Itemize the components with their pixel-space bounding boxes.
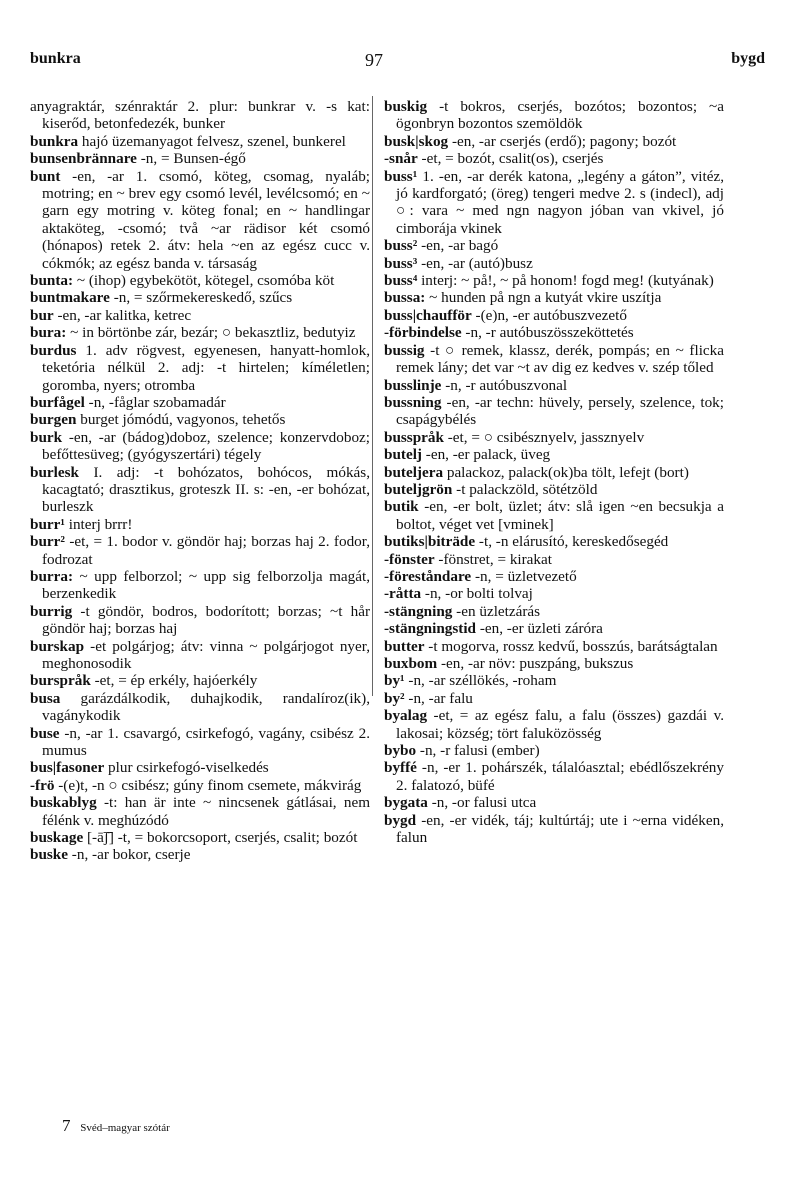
dictionary-entry — [384, 98, 724, 133]
dictionary-entry — [384, 672, 724, 689]
entry-definition: interj brrr! — [68, 515, 133, 533]
entry-headword: burspråk — [30, 672, 91, 690]
entry-definition: -n, = Bunsen-égő — [140, 150, 246, 168]
entry-definition: -(e)n, -er autóbuszvezető — [475, 306, 627, 324]
dictionary-entry — [384, 237, 724, 254]
entry-headword: -stängning — [384, 602, 453, 620]
entry-headword: buskablyg — [30, 794, 97, 812]
entry-definition: anyagraktár, szénraktár 2. plur: bunkrar v. -s kat: kiserőd, betonfedezék, bunker — [30, 98, 370, 133]
entry-definition: -n, = szőrmekereskedő, szűcs — [113, 289, 293, 307]
dictionary-entry — [384, 289, 724, 306]
entry-headword: busk|skog — [384, 132, 449, 150]
dictionary-entry — [30, 725, 370, 760]
dictionary-entry — [30, 464, 370, 516]
entry-definition: -fönstret, = kirakat — [438, 550, 552, 568]
entry-definition: -n, -r autóbuszvonal — [445, 376, 568, 394]
entry-definition: -en, -ar 1. csomó, köteg, csomag, nyaláb; motring; en ~ brev egy csomó levél, levélcsomó; en ~ garn egy motring v. köteg fonal; en ~ handlingar aktaköteg, -csomó; två ~ar rädisor két csomó (hónapos) retek 2. átv: hela ~en az egész cucc v. cókmók; az egész banda v. társaság — [42, 167, 371, 272]
entry-headword: bunt — [30, 167, 61, 185]
dictionary-entry — [30, 394, 370, 411]
entry-headword: -föreståndare — [384, 567, 472, 585]
entry-definition: -t göndör, bodros, bodorított; borzas; ~t hår göndör haj; borzas haj — [42, 602, 370, 638]
entry-headword: -snår — [384, 150, 418, 168]
entry-headword: buskage — [30, 829, 84, 847]
dictionary-entry — [30, 846, 370, 863]
entry-headword: buteljera — [384, 463, 444, 481]
dictionary-entry — [30, 533, 370, 568]
dictionary-entry — [384, 307, 724, 324]
dictionary-entry — [384, 638, 724, 655]
entry-definition: -en, -ar bagó — [421, 237, 499, 255]
dictionary-entry — [30, 690, 370, 725]
right-column — [384, 98, 724, 846]
entry-headword: byalag — [384, 707, 428, 725]
entry-headword: buntmakare — [30, 289, 110, 307]
entry-definition: interj: ~ på!, ~ på honom! fogd meg! (kutyának) — [421, 272, 714, 290]
entry-definition: plur csirkefogó-viselkedés — [108, 759, 269, 777]
entry-definition: -et, = 1. bodor v. göndör haj; borzas haj 2. fodor, fodrozat — [42, 533, 371, 568]
entry-headword: busslinje — [384, 376, 442, 394]
entry-headword: by² — [384, 689, 405, 707]
entry-headword: bussa: — [384, 289, 426, 307]
entry-definition: -n, -ar bokor, cserje — [71, 846, 191, 864]
entry-definition: -en, -ar kalitka, ketrec — [57, 306, 192, 324]
dictionary-entry — [30, 307, 370, 324]
entry-definition: -n, -r autóbuszösszeköttetés — [465, 324, 634, 342]
entry-definition: -t palackzöld, sötétzöld — [456, 480, 598, 498]
signature-line — [62, 1116, 170, 1136]
dictionary-entry — [30, 794, 370, 829]
entry-headword: busspråk — [384, 428, 444, 446]
entry-definition: -en, -ar cserjés (erdő); pagony; bozót — [451, 132, 677, 150]
entry-definition: [-ā͞ʃ] -t, = bokorcsoport, cserjés, csalit; bozót — [86, 829, 358, 847]
dictionary-entry — [30, 777, 370, 794]
entry-headword: bur — [30, 306, 54, 324]
entry-definition: -n, -fåglar szobamadár — [88, 393, 226, 411]
entry-headword: -frö — [30, 776, 55, 794]
entry-headword: bussig — [384, 341, 425, 359]
entry-definition: 1. adv rögvest, egyenesen, hanyatt-homlok, teketória nélkül 2. adj: -t hirtelen; kíméletlen; goromba, nyers; otromba — [42, 341, 371, 394]
entry-definition: I. adj: -t bohózatos, bohócos, mókás, kacagtató; drasztikus, groteszk II. s: -en, -er bohózat, burleszk — [42, 463, 370, 516]
entry-definition: ~ upp felborzol; ~ upp sig felborzolja magát, berzenkedik — [42, 567, 371, 603]
entry-headword: bunkra — [30, 132, 79, 150]
entry-headword: burr² — [30, 533, 65, 551]
dictionary-entry — [30, 516, 370, 533]
entry-definition: -en, -er palack, üveg — [425, 446, 551, 464]
entry-definition: -n, -ar 1. csavargó, csirkefogó, vagány, csibész 2. mumus — [42, 724, 370, 760]
entry-headword: butelj — [384, 446, 422, 464]
entry-definition: hajó üzemanyagot felvesz, szenel, bunkerel — [81, 132, 346, 150]
entry-headword: bygata — [384, 794, 428, 812]
entry-headword: by¹ — [384, 672, 405, 690]
dictionary-entry — [384, 707, 724, 742]
entry-headword: burfågel — [30, 393, 85, 411]
dictionary-entry — [384, 168, 724, 238]
entry-headword: buteljgrön — [384, 480, 453, 498]
entry-headword: butiks|biträde — [384, 533, 476, 551]
dictionary-entry — [384, 620, 724, 637]
left-guide-word: bunkra — [30, 50, 81, 67]
entry-definition: burget jómódú, vagyonos, tehetős — [80, 411, 286, 429]
signature-text: Svéd–magyar szótár — [80, 1122, 170, 1134]
entry-definition: -et, = ép erkély, hajóerkély — [94, 672, 258, 690]
entry-definition: -en, -er bolt, üzlet; átv: slå igen ~en becsukja a boltot, véget vet [vminek] — [396, 498, 724, 533]
entry-headword: burr¹ — [30, 515, 65, 533]
entry-headword: bunsenbrännare — [30, 150, 137, 168]
entry-headword: buss|chaufför — [384, 306, 472, 324]
dictionary-entry — [30, 133, 370, 150]
entry-headword: buxbom — [384, 655, 438, 672]
dictionary-entry — [384, 585, 724, 602]
dictionary-entry — [384, 690, 724, 707]
entry-headword: busa — [30, 689, 61, 707]
entry-headword: bunta: — [30, 272, 74, 290]
dictionary-entry — [384, 481, 724, 498]
entry-definition: -n, -ar falu — [408, 689, 473, 707]
entry-definition: -n, -or bolti tolvaj — [424, 585, 533, 603]
entry-definition: -en, -ar (autó)busz — [421, 254, 533, 272]
entry-definition: -n, = üzletvezető — [474, 567, 577, 585]
entry-headword: burlesk — [30, 463, 79, 481]
dictionary-entry — [384, 759, 724, 794]
entry-headword: burskap — [30, 637, 85, 655]
entry-definition: -n, -er 1. pohárszék, tálalóasztal; ebédlőszekrény 2. falatozó, büfé — [396, 759, 724, 794]
entry-definition: -n, -ar széllökés, -roham — [408, 672, 557, 690]
dictionary-entry — [384, 742, 724, 759]
page-number: 97 — [365, 50, 383, 70]
dictionary-entry — [384, 794, 724, 811]
entry-definition: -t ○ remek, klassz, derék, pompás; en ~ flicka remek lány; det var ~t av dig ez kedves v. szép tőled — [396, 341, 724, 377]
column-divider — [372, 96, 373, 696]
entry-definition: -en, -er vidék, táj; kultúrtáj; ute i ~erna vidéken, falun — [396, 811, 724, 847]
entry-definition: -en, -ar (bádog)doboz, szelence; konzervdoboz; befőttesüveg; (gyógyszertári) tégely — [42, 428, 370, 464]
dictionary-entry — [30, 672, 370, 689]
entry-definition: -n, -r falusi (ember) — [419, 742, 540, 760]
entry-definition: ~ (ihop) egybekötöt, kötegel, csomóba köt — [76, 272, 335, 290]
entry-definition: -t, -n elárusító, kereskedősegéd — [478, 533, 669, 551]
entry-headword: buske — [30, 846, 68, 864]
entry-definition: ~ in börtönbe zár, bezár; ○ bekasztliz, bedutyiz — [70, 324, 356, 342]
dictionary-entry — [30, 272, 370, 289]
entry-definition: -en, -er üzleti záróra — [479, 620, 603, 638]
entry-headword: burgen — [30, 411, 77, 429]
entry-definition: -t bokros, cserjés, bozótos; bozontos; ~a ögonbryn bozontos szemöldök — [396, 98, 724, 133]
entry-definition: garázdálkodik, duhajkodik, randalíroz(ik), vagánykodik — [42, 689, 370, 725]
entry-definition: ~ hunden på ngn a kutyát vkire uszítja — [429, 289, 662, 307]
dictionary-entry — [30, 638, 370, 673]
dictionary-entry — [30, 568, 370, 603]
entry-headword: bygd — [384, 811, 417, 829]
dictionary-entry — [30, 324, 370, 341]
entry-definition: -et, = az egész falu, a falu (összes) gazdái v. lakosai; község; tört faluközösség — [396, 707, 724, 742]
dictionary-entry — [384, 394, 724, 429]
entry-headword: buse — [30, 724, 60, 742]
dictionary-entry — [30, 98, 370, 133]
entry-definition: -en, -ar techn: hüvely, persely, szelence, tok; csapágybélés — [396, 393, 724, 429]
left-column — [30, 98, 370, 864]
entry-headword: bus|fasoner — [30, 759, 105, 777]
entry-headword: buss² — [384, 237, 418, 255]
entry-headword: -fönster — [384, 550, 435, 568]
dictionary-entry — [384, 150, 724, 167]
running-header — [30, 50, 765, 74]
dictionary-entry — [384, 342, 724, 377]
dictionary-entry — [30, 759, 370, 776]
entry-definition: -et, = bozót, csalit(os), cserjés — [421, 150, 604, 168]
dictionary-entry — [384, 568, 724, 585]
entry-definition: -en üzletzárás — [456, 602, 541, 620]
dictionary-entry — [30, 429, 370, 464]
dictionary-entry — [30, 168, 370, 272]
entry-definition: palackoz, palack(ok)ba tölt, lefejt (bort) — [446, 463, 689, 481]
entry-headword: butter — [384, 637, 425, 655]
entry-headword: -råtta — [384, 585, 422, 603]
entry-headword: bura: — [30, 324, 67, 342]
dictionary-entry — [384, 377, 724, 394]
dictionary-entry — [30, 603, 370, 638]
entry-definition: 1. -en, -ar derék katona, „legény a gáton”, vitéz, jó kardforgató; (öreg) tengeri medve 2. s (indecl), adj ○: vara ~ med ngn nagyon jóban van vkivel, jó cimborája vkinek — [396, 167, 725, 237]
entry-definition: -en, -ar növ: puszpáng, bukszus — [440, 655, 634, 672]
dictionary-entry — [384, 655, 724, 672]
dictionary-entry — [384, 255, 724, 272]
entry-headword: buss⁴ — [384, 272, 418, 290]
entry-headword: -förbindelse — [384, 324, 462, 342]
entry-headword: byffé — [384, 759, 417, 777]
entry-definition: -t mogorva, rossz kedvű, bosszús, barátságtalan — [428, 637, 718, 655]
entry-headword: bussning — [384, 393, 442, 411]
dictionary-entry — [384, 446, 724, 463]
dictionary-entry — [384, 324, 724, 341]
dictionary-entry — [384, 429, 724, 446]
dictionary-entry — [384, 498, 724, 533]
dictionary-entry — [384, 133, 724, 150]
dictionary-entry — [30, 829, 370, 846]
entry-definition: -et, = ○ csibésznyelv, jassznyelv — [447, 428, 645, 446]
dictionary-entry — [30, 411, 370, 428]
dictionary-entry — [30, 342, 370, 394]
right-guide-word: bygd — [731, 50, 765, 67]
signature-number: 7 — [62, 1116, 71, 1135]
dictionary-entry — [384, 533, 724, 550]
entry-headword: burdus — [30, 341, 77, 359]
entry-headword: burk — [30, 428, 63, 446]
dictionary-entry — [384, 272, 724, 289]
entry-headword: burrig — [30, 602, 73, 620]
entry-definition: -n, -or falusi utca — [431, 794, 537, 812]
dictionary-entry — [384, 464, 724, 481]
entry-headword: -stängningstid — [384, 620, 477, 638]
entry-definition: -t: han är inte ~ nincsenek gátlásai, nem félénk v. meghúzódó — [42, 794, 371, 829]
entry-headword: buss³ — [384, 254, 418, 272]
dictionary-entry — [30, 289, 370, 306]
dictionary-entry — [384, 812, 724, 847]
dictionary-entry — [30, 150, 370, 167]
entry-headword: buss¹ — [384, 167, 418, 185]
entry-headword: bybo — [384, 742, 417, 760]
entry-definition: -(e)t, -n ○ csibész; gúny finom csemete, mákvirág — [58, 776, 362, 794]
entry-headword: buskig — [384, 98, 428, 115]
entry-headword: butik — [384, 498, 419, 516]
entry-headword: burra: — [30, 567, 74, 585]
dictionary-entry — [384, 551, 724, 568]
entry-definition: -et polgárjog; átv: vinna ~ polgárjogot nyer, meghonosodik — [42, 637, 371, 672]
dictionary-entry — [384, 603, 724, 620]
